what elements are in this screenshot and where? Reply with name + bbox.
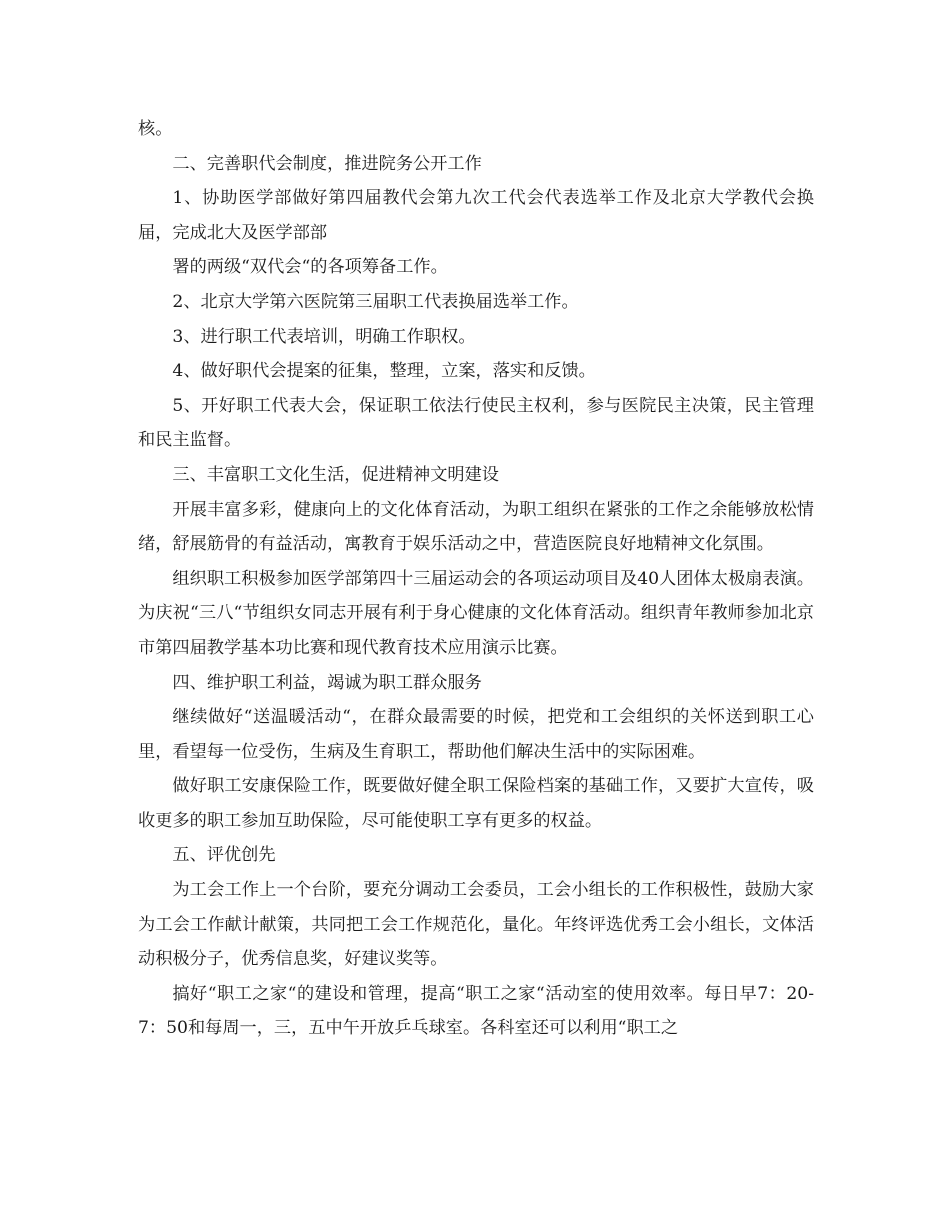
- paragraph-item-2: 2、北京大学第六医院第三届职工代表换届选举工作。: [172, 291, 579, 312]
- section-heading-3: 三、丰富职工文化生活，促进精神文明建设: [172, 464, 499, 485]
- paragraph-sports-events: 组织职工积极参加医学部第四十三届运动会的各项运动项目及40人团体太极扇表演。为庆祝“三八“节组织女同志开展有利于身心健康的文化体育活动。组织青年教师参加北京市第四届教学基本功比赛和现代教育技术应用演示比赛。: [138, 568, 814, 658]
- paragraph-item-4: 4、做好职代会提案的征集，整理，立案，落实和反馈。: [172, 361, 596, 382]
- paragraph-item-1: 1、协助医学部做好第四届教代会第九次工代会代表选举工作及北京大学教代会换届，完成北大及医学部部: [138, 188, 814, 243]
- paragraph-culture-activities: 开展丰富多彩，健康向上的文化体育活动，为职工组织在紧张的工作之余能够放松情绪，舒展筋骨的有益活动，寓教育于娱乐活动之中，营造医院良好地精神文化氛围。: [138, 499, 814, 555]
- section-heading-5: 五、评优创先: [172, 845, 276, 866]
- section-heading-2: 二、完善职代会制度，推进院务公开工作: [172, 153, 482, 174]
- paragraph-continuation: 核。: [138, 119, 173, 139]
- paragraph-evaluation: 为工会工作上一个台阶，要充分调动工会委员，工会小组长的工作积极性，鼓励大家为工会工作献计献策，共同把工会工作规范化，量化。年终评选优秀工会小组长，文体活动积极分子，优秀信息奖，好建议奖等。: [138, 880, 814, 970]
- section-heading-4: 四、维护职工利益，竭诚为职工群众服务: [172, 672, 482, 693]
- paragraph-item-5: 5、开好职工代表大会，保证职工依法行使民主权利，参与医院民主决策，民主管理和民主监督。: [138, 395, 814, 451]
- paragraph-item-1-continued: 署的两级“双代会“的各项筹备工作。: [172, 257, 448, 278]
- paragraph-workers-home: 搞好“职工之家“的建设和管理，提高“职工之家“活动室的使用效率。每日早7：20-7：50和每周一，三，五中午开放乒乓球室。各科室还可以利用“职工之: [138, 983, 814, 1039]
- document-body: [138, 112, 814, 1046]
- paragraph-warmth-activity: 继续做好“送温暖活动“，在群众最需要的时候，把党和工会组织的关怀送到职工心里，看望每一位受伤，生病及生育职工，帮助他们解决生活中的实际困难。: [138, 707, 814, 762]
- paragraph-item-3: 3、进行职工代表培训，明确工作职权。: [172, 326, 476, 347]
- paragraph-insurance: 做好职工安康保险工作，既要做好健全职工保险档案的基础工作，又要扩大宣传，吸收更多的职工参加互助保险，尽可能使职工享有更多的权益。: [138, 776, 814, 831]
